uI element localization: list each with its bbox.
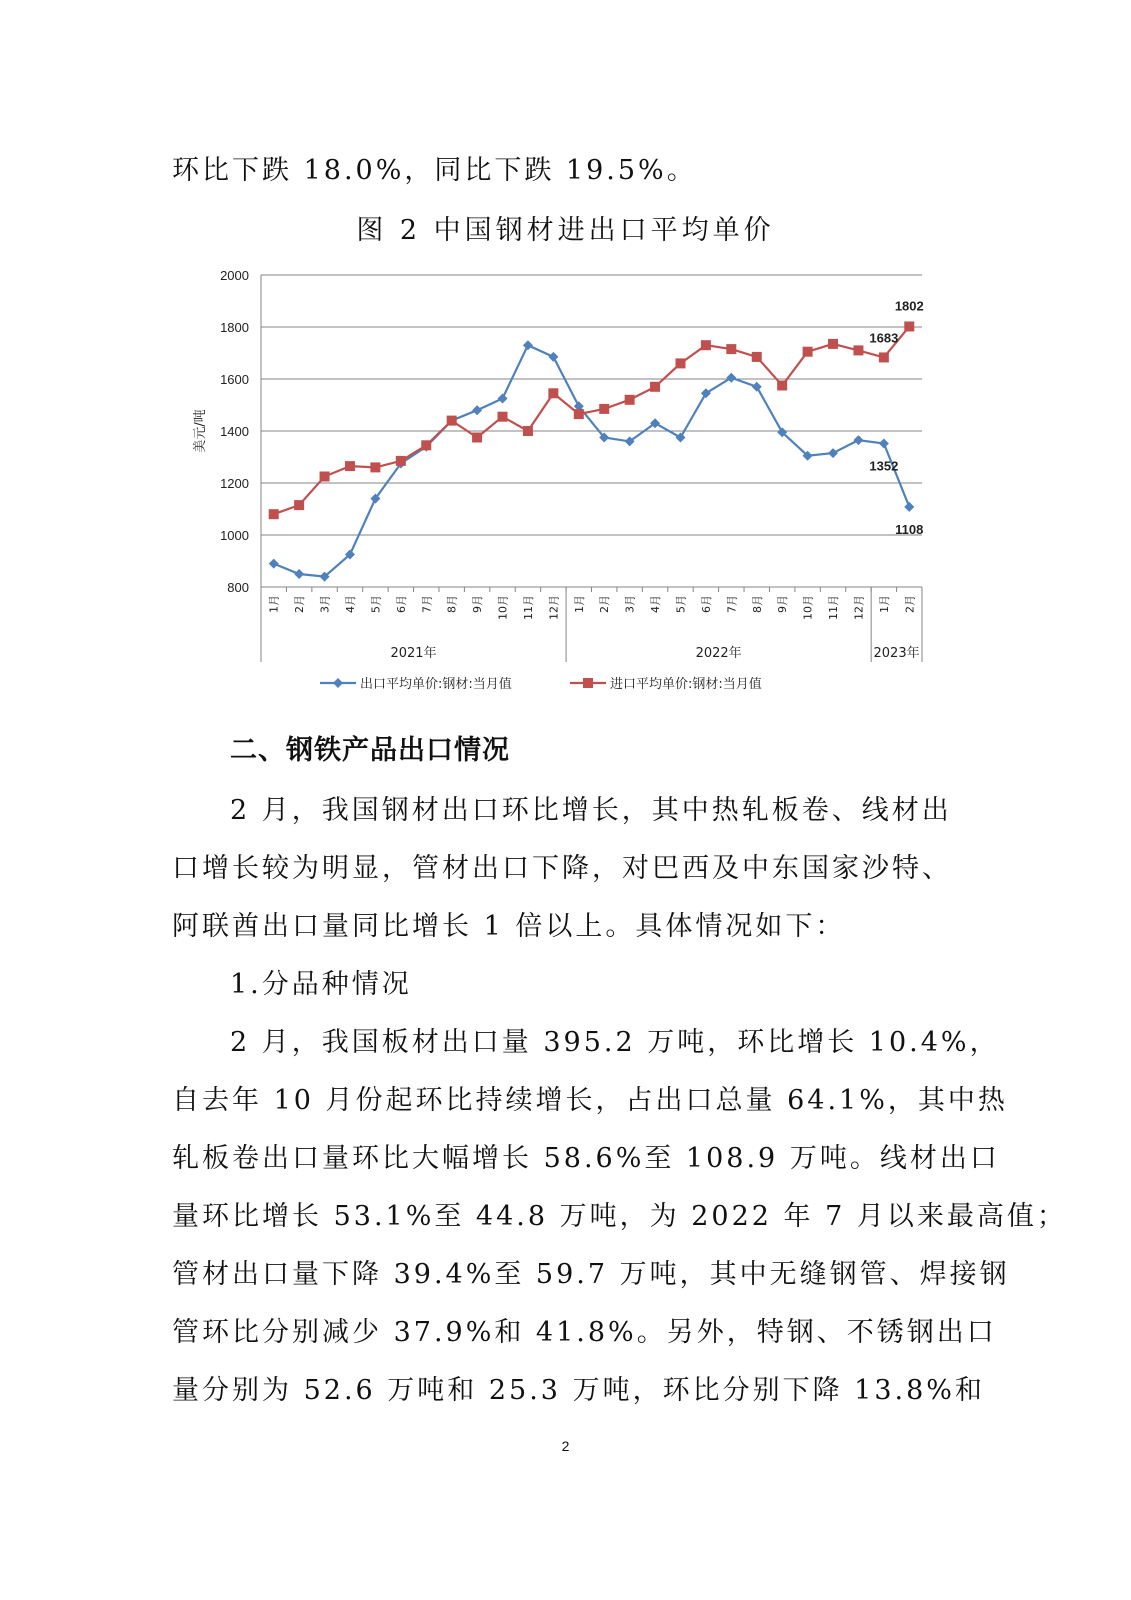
year-label: 2023年 [873,646,920,661]
figure-title: 图 2 中国钢材进出口平均单价 [356,215,775,246]
data-point [752,352,762,362]
data-point [523,340,533,350]
data-point [904,502,914,512]
legend-marker [333,678,343,688]
paragraph-line: 口增长较为明显，管材出口下降，对巴西及中东国家沙特、 [172,853,952,884]
data-point [320,472,330,482]
paragraph-line: 自去年 10 月份起环比持续增长，占出口总量 64.1%，其中热 [172,1085,1008,1116]
data-point [828,448,838,458]
x-tick-label: 11月 [521,595,535,620]
data-point [803,347,813,357]
data-point [879,438,889,448]
y-axis-title: 美元/吨 [193,409,208,453]
data-point [701,340,711,350]
paragraph-line: 管环比分别减少 37.9%和 41.8%。另外，特钢、不锈钢出口 [172,1317,997,1348]
x-tick-label: 5月 [674,595,688,613]
data-label: 1352 [869,458,899,474]
x-tick-label: 5月 [369,595,383,613]
data-point [879,352,889,362]
year-label: 2022年 [695,646,742,661]
data-point [548,388,558,398]
x-tick-label: 2月 [598,595,612,613]
x-tick-label: 8月 [750,595,764,613]
paragraph-line: 量分别为 52.6 万吨和 25.3 万吨，环比分别下降 13.8%和 [172,1375,985,1406]
section-heading: 二、钢铁产品出口情况 [230,735,510,766]
data-point [523,426,533,436]
data-point [752,382,762,392]
y-tick-label: 1400 [220,424,249,439]
paragraph-line: 2 月，我国板材出口量 395.2 万吨，环比增长 10.4%， [230,1027,1000,1058]
data-point [726,344,736,354]
data-point [726,373,736,383]
x-tick-label: 1月 [572,595,586,613]
y-tick-label: 2000 [220,268,249,283]
y-tick-label: 1600 [220,372,249,387]
y-tick-label: 800 [227,580,249,595]
data-point [675,433,685,443]
subheading: 1.分品种情况 [230,969,412,1000]
legend-marker [583,678,593,688]
x-tick-label: 9月 [776,595,790,613]
data-point [675,358,685,368]
data-point [777,381,787,391]
paragraph-line: 管材出口量下降 39.4%至 59.7 万吨，其中无缝钢管、焊接钢 [172,1259,1010,1290]
data-point [599,404,609,414]
data-point [853,345,863,355]
data-point [548,352,558,362]
data-point [269,509,279,519]
x-tick-label: 4月 [343,595,357,613]
data-point [828,339,838,349]
data-point [701,388,711,398]
x-tick-label: 2月 [903,595,917,613]
data-point [472,433,482,443]
paragraph-line: 轧板卷出口量环比大幅增长 58.6%至 108.9 万吨。线材出口 [172,1143,1000,1174]
x-tick-label: 3月 [623,595,637,613]
x-tick-label: 9月 [471,595,485,613]
legend-label: 出口平均单价:钢材:当月值 [360,677,512,692]
line-chart [180,265,940,705]
data-point [650,382,660,392]
data-point [294,569,304,579]
data-point [904,321,914,331]
data-point [269,559,279,569]
data-point [345,461,355,471]
data-point [294,500,304,510]
x-tick-label: 10月 [801,595,815,620]
data-label: 1683 [869,330,899,346]
paragraph-line: 阿联酋出口量同比增长 1 倍以上。具体情况如下： [172,911,846,942]
series-line [274,345,910,576]
data-point [498,394,508,404]
y-tick-label: 1200 [220,476,249,491]
x-tick-label: 6月 [394,595,408,613]
data-point [421,440,431,450]
x-tick-label: 3月 [318,595,332,613]
legend-label: 进口平均单价:钢材:当月值 [610,677,762,692]
x-tick-label: 12月 [547,595,561,620]
data-point [370,462,380,472]
data-point [396,456,406,466]
x-tick-label: 4月 [649,595,663,613]
paragraph-line: 2 月，我国钢材出口环比增长，其中热轧板卷、线材出 [230,795,952,826]
x-tick-label: 7月 [420,595,434,613]
year-label: 2021年 [390,646,437,661]
y-tick-label: 1000 [220,528,249,543]
data-point [498,412,508,422]
data-point [574,409,584,419]
x-tick-label: 10月 [496,595,510,620]
paragraph-line: 量环比增长 53.1%至 44.8 万吨，为 2022 年 7 月以来最高值； [172,1201,1067,1232]
x-tick-label: 8月 [445,595,459,613]
top-line-text: 环比下跌 18.0%，同比下跌 19.5%。 [172,155,697,186]
data-point [447,416,457,426]
data-point [853,435,863,445]
x-tick-label: 1月 [877,595,891,613]
data-label: 1802 [894,298,924,314]
data-label: 1108 [895,521,924,537]
y-tick-label: 1800 [220,320,249,335]
x-tick-label: 7月 [725,595,739,613]
x-tick-label: 2月 [293,595,307,613]
x-tick-label: 11月 [827,595,841,620]
data-point [625,395,635,405]
x-tick-label: 12月 [852,595,866,620]
data-point [472,405,482,415]
x-tick-label: 6月 [699,595,713,613]
x-tick-label: 1月 [267,595,281,613]
page-number: 2 [561,1438,570,1454]
